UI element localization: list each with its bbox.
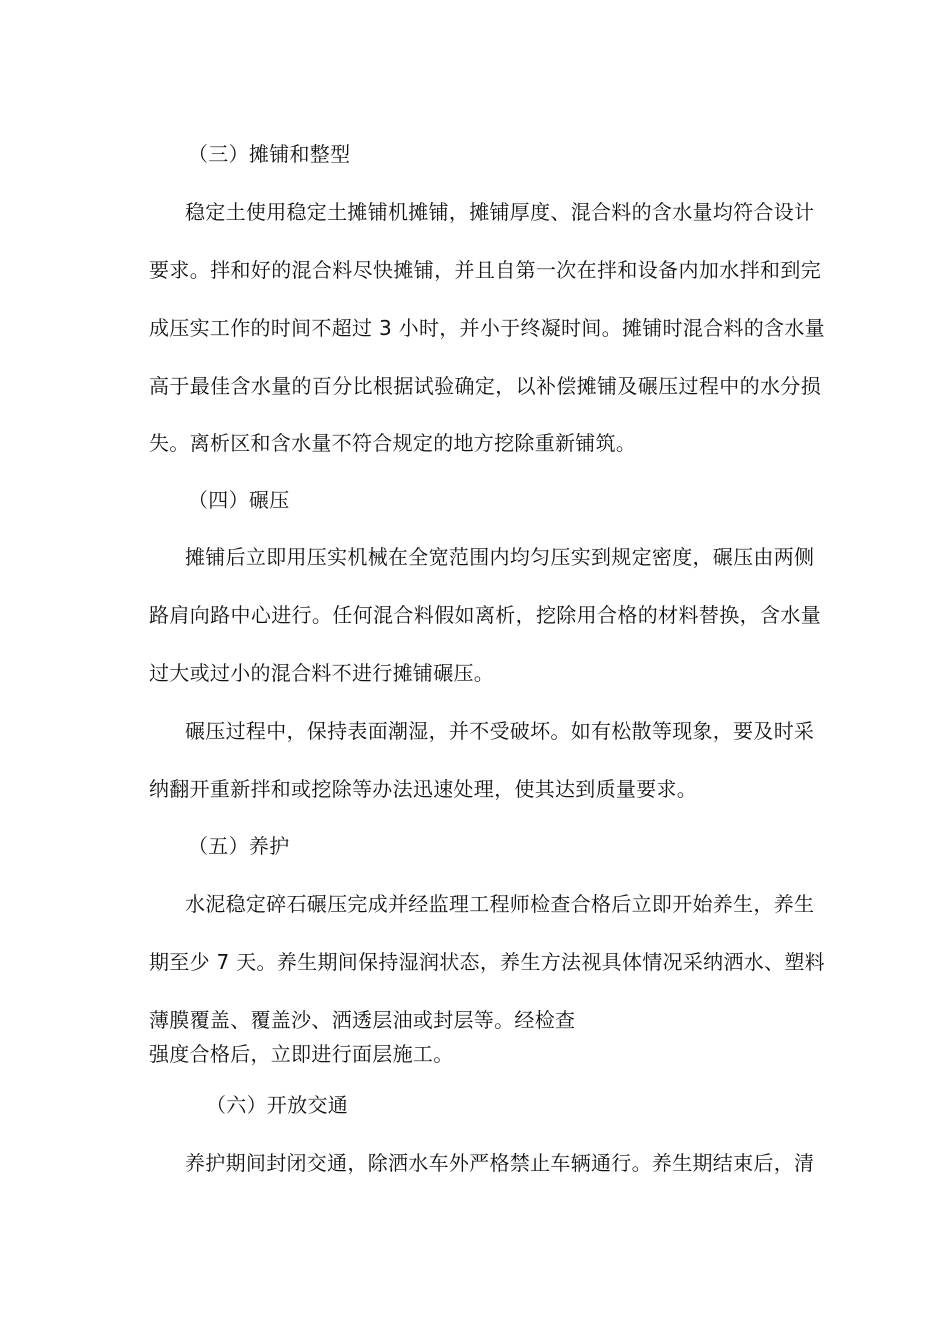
paragraph-line: 碾压过程中，保持表面潮湿，并不受破坏。如有松散等现象，要及时采 xyxy=(185,719,815,743)
paragraph-line: 过大或过小的混合料不进行摊铺碾压。 xyxy=(149,661,495,685)
paragraph-line: 摊铺后立即用压实机械在全宽范围内均匀压实到规定密度，碾压由两侧 xyxy=(185,545,815,569)
paragraph-line: 要求。拌和好的混合料尽快摊铺，并且自第一次在拌和设备内加水拌和到完 xyxy=(149,258,821,282)
section-heading-4: （四）碾压 xyxy=(188,488,290,512)
paragraph-line: 成压实工作的时间不超过 3 小时，并小于终凝时间。摊铺时混合料的含水量 xyxy=(149,316,825,340)
paragraph-line: 失。离析区和含水量不符合规定的地方挖除重新铺筑。 xyxy=(149,431,637,455)
paragraph-line: 强度合格后，立即进行面层施工。 xyxy=(149,1042,454,1066)
paragraph-line: 稳定土使用稳定土摊铺机摊铺，摊铺厚度、混合料的含水量均符合设计 xyxy=(185,200,815,224)
section-heading-5: （五）养护 xyxy=(188,834,290,858)
section-heading-3: （三）摊铺和整型 xyxy=(188,142,351,166)
paragraph-line: 薄膜覆盖、覆盖沙、洒透层油或封层等。经检查 xyxy=(149,1008,576,1032)
paragraph-line: 期至少 7 天。养生期间保持湿润状态，养生方法视具体情况采纳洒水、塑料 xyxy=(149,950,825,974)
paragraph-line: 高于最佳含水量的百分比根据试验确定，以补偿摊铺及碾压过程中的水分损 xyxy=(149,374,821,398)
paragraph-line: 养护期间封闭交通，除洒水车外严格禁止车辆通行。养生期结束后，清 xyxy=(185,1151,815,1175)
paragraph-line: 纳翻开重新拌和或挖除等办法迅速处理，使其达到质量要求。 xyxy=(149,777,698,801)
paragraph-line: 水泥稳定碎石碾压完成并经监理工程师检查合格后立即开始养生，养生 xyxy=(185,892,815,916)
paragraph-line: 路肩向路中心进行。任何混合料假如离析，挖除用合格的材料替换，含水量 xyxy=(149,603,821,627)
section-heading-6: （六）开放交通 xyxy=(206,1093,349,1117)
